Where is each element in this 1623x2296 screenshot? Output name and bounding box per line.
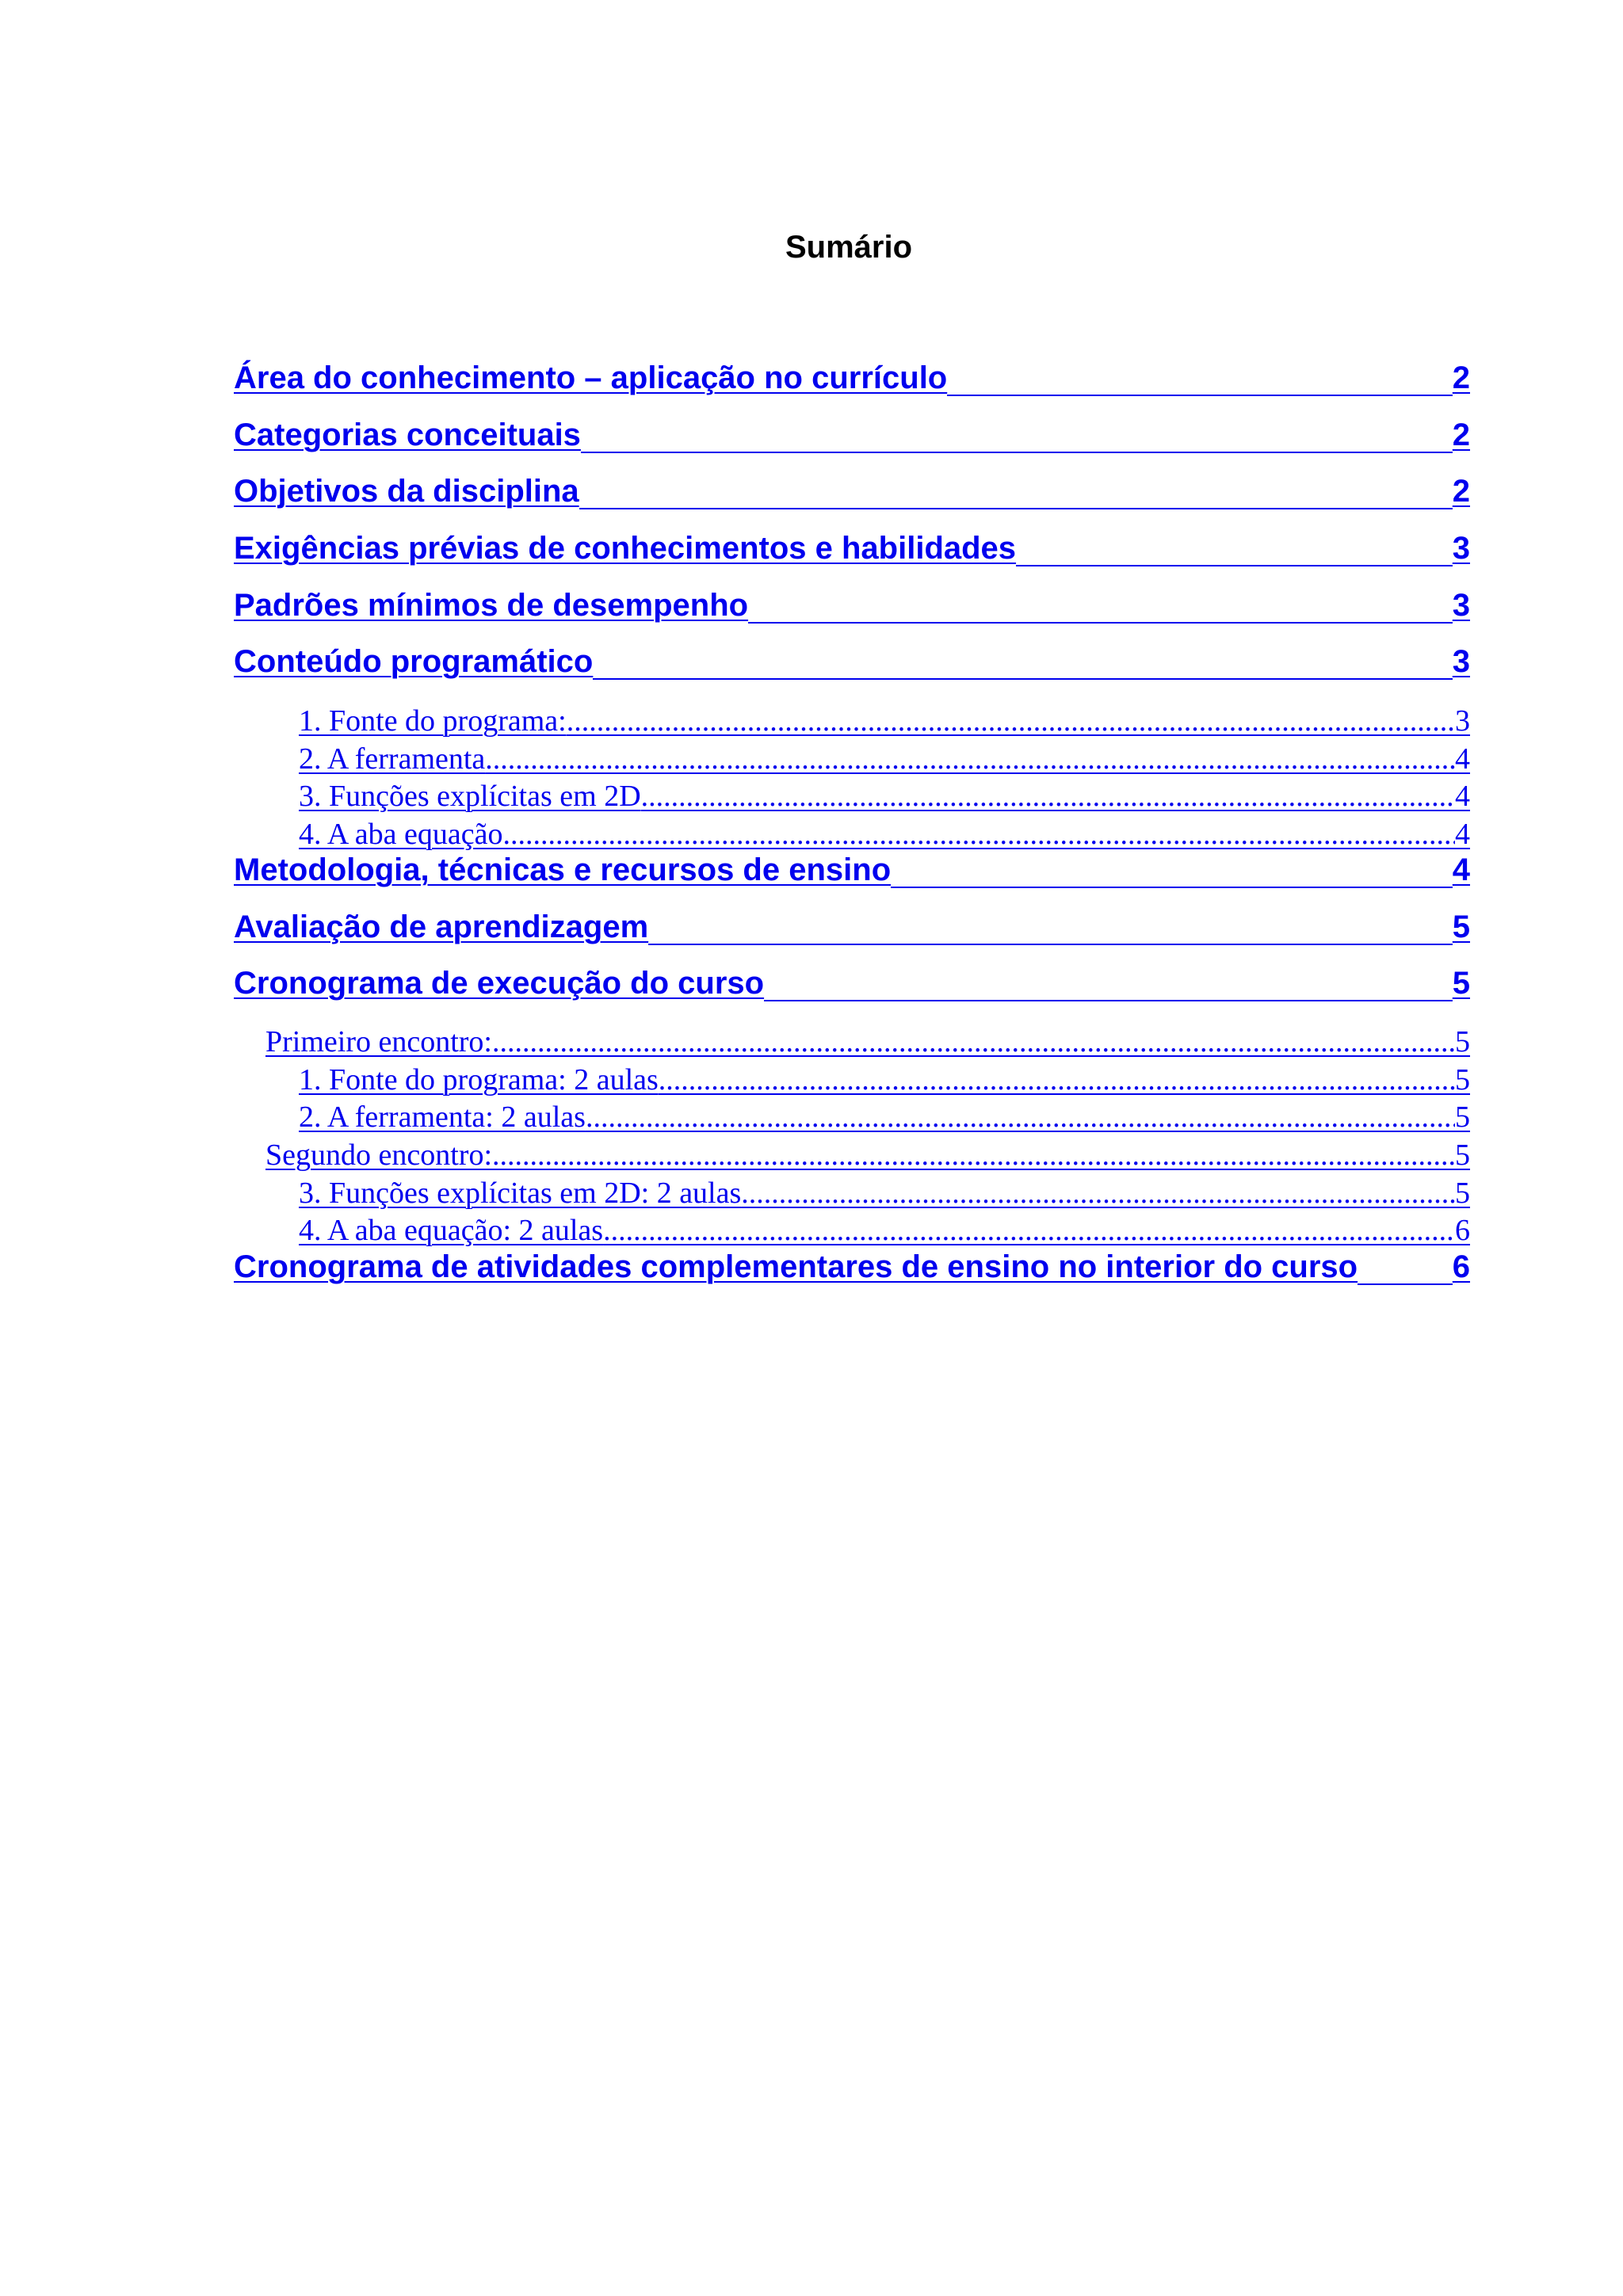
toc-entry[interactable] bbox=[234, 966, 1470, 1001]
toc-entry-page: 4 bbox=[1455, 780, 1470, 813]
toc-entry-rule bbox=[579, 474, 1453, 509]
toc-entry-page: 5 bbox=[1455, 1063, 1470, 1097]
toc-entry-page: 2 bbox=[1452, 360, 1470, 395]
toc-entry-page: 3 bbox=[1452, 644, 1470, 679]
toc-entry-label: Primeiro encontro: bbox=[265, 1025, 492, 1058]
toc-dot-leader bbox=[485, 742, 1455, 776]
toc-dot-leader bbox=[492, 1138, 1455, 1173]
toc-entry-label: 4. A aba equação bbox=[299, 818, 503, 851]
toc-subentry[interactable] bbox=[265, 1138, 1470, 1173]
toc-entry[interactable] bbox=[234, 588, 1470, 624]
toc-dot-leader bbox=[641, 779, 1455, 814]
toc-dot-leader bbox=[492, 1024, 1455, 1059]
toc-entry-rule bbox=[891, 852, 1453, 888]
toc-entry-label: Avaliação de aprendizagem bbox=[234, 910, 649, 944]
toc-subentry[interactable] bbox=[299, 1176, 1470, 1211]
toc-entry-rule bbox=[764, 966, 1453, 1001]
toc-entry[interactable] bbox=[234, 418, 1470, 453]
toc-entry-rule bbox=[593, 644, 1452, 680]
toc-entry-page: 3 bbox=[1452, 531, 1470, 566]
toc-entry[interactable] bbox=[234, 360, 1470, 396]
toc-entry-page: 5 bbox=[1455, 1100, 1470, 1134]
toc-subentry[interactable] bbox=[299, 1213, 1470, 1248]
toc-entry-rule bbox=[1358, 1249, 1453, 1285]
toc-entry-label: Cronograma de atividades complementares de ensino no interior do curso bbox=[234, 1249, 1358, 1284]
toc-entry-page: 5 bbox=[1455, 1177, 1470, 1210]
toc-subentry[interactable] bbox=[299, 1062, 1470, 1097]
toc-subentry[interactable] bbox=[299, 779, 1470, 814]
toc-entry-page: 5 bbox=[1452, 910, 1470, 944]
toc-entry-page: 2 bbox=[1452, 418, 1470, 452]
toc-subentry[interactable] bbox=[299, 704, 1470, 738]
toc-entry-label: Categorias conceituais bbox=[234, 418, 581, 452]
toc-dot-leader bbox=[741, 1176, 1455, 1211]
toc-dot-leader bbox=[586, 1100, 1455, 1135]
toc-entry[interactable] bbox=[234, 852, 1470, 888]
toc-entry-page: 5 bbox=[1452, 966, 1470, 1001]
toc-entry-page: 5 bbox=[1455, 1138, 1470, 1172]
toc-entry-rule bbox=[748, 588, 1453, 624]
toc-entry-label: Conteúdo programático bbox=[234, 644, 594, 679]
toc-entry-page: 6 bbox=[1455, 1214, 1470, 1247]
toc-subentry[interactable] bbox=[265, 1024, 1470, 1059]
toc-entry-label: Exigências prévias de conhecimentos e habilidades bbox=[234, 531, 1017, 566]
toc-entry-page: 4 bbox=[1455, 818, 1470, 851]
toc-entry-page: 5 bbox=[1455, 1025, 1470, 1058]
toc-dot-leader bbox=[603, 1213, 1455, 1248]
toc-dot-leader bbox=[659, 1062, 1455, 1097]
toc-entry-label: 1. Fonte do programa: 2 aulas bbox=[299, 1063, 659, 1097]
toc-entry-label: 4. A aba equação: 2 aulas bbox=[299, 1214, 604, 1247]
toc-subentry[interactable] bbox=[299, 742, 1470, 776]
toc-entry[interactable] bbox=[234, 531, 1470, 566]
toc-entry-page: 4 bbox=[1455, 742, 1470, 776]
toc-entry[interactable] bbox=[234, 910, 1470, 945]
toc-entry-label: Metodologia, técnicas e recursos de ensino bbox=[234, 852, 892, 887]
toc-entry-page: 3 bbox=[1452, 588, 1470, 623]
toc-entry-label: 2. A ferramenta bbox=[299, 742, 486, 776]
toc-entry-page: 4 bbox=[1452, 852, 1470, 887]
toc-entry[interactable] bbox=[234, 474, 1470, 509]
toc-entry-label: 2. A ferramenta: 2 aulas bbox=[299, 1100, 586, 1134]
toc-subentry[interactable] bbox=[299, 1100, 1470, 1135]
toc-entry-label: Área do conhecimento – aplicação no currículo bbox=[234, 360, 948, 395]
toc-title: Sumário bbox=[785, 230, 913, 265]
toc-entry-label: Padrões mínimos de desempenho bbox=[234, 588, 749, 623]
toc-entry-page: 6 bbox=[1452, 1249, 1470, 1284]
toc-entry-rule bbox=[947, 360, 1453, 396]
toc-dot-leader bbox=[502, 817, 1455, 852]
toc-dot-leader bbox=[567, 704, 1455, 738]
toc-entry-label: 1. Fonte do programa: bbox=[299, 704, 567, 738]
toc-entry[interactable] bbox=[234, 1249, 1470, 1285]
toc-entry-label: Cronograma de execução do curso bbox=[234, 966, 765, 1001]
toc-entry-label: 3. Funções explícitas em 2D: 2 aulas bbox=[299, 1177, 742, 1210]
toc-entry[interactable] bbox=[234, 644, 1470, 680]
toc-entry-page: 3 bbox=[1455, 704, 1470, 738]
toc-entry-rule bbox=[581, 418, 1453, 453]
toc-entry-rule bbox=[648, 910, 1453, 945]
toc-entry-label: Objetivos da disciplina bbox=[234, 474, 579, 509]
toc-entry-page: 2 bbox=[1452, 474, 1470, 509]
toc-subentry[interactable] bbox=[299, 817, 1470, 852]
toc-entry-rule bbox=[1016, 531, 1453, 566]
toc-entry-label: Segundo encontro: bbox=[265, 1138, 493, 1172]
toc-entry-label: 3. Funções explícitas em 2D bbox=[299, 780, 641, 813]
